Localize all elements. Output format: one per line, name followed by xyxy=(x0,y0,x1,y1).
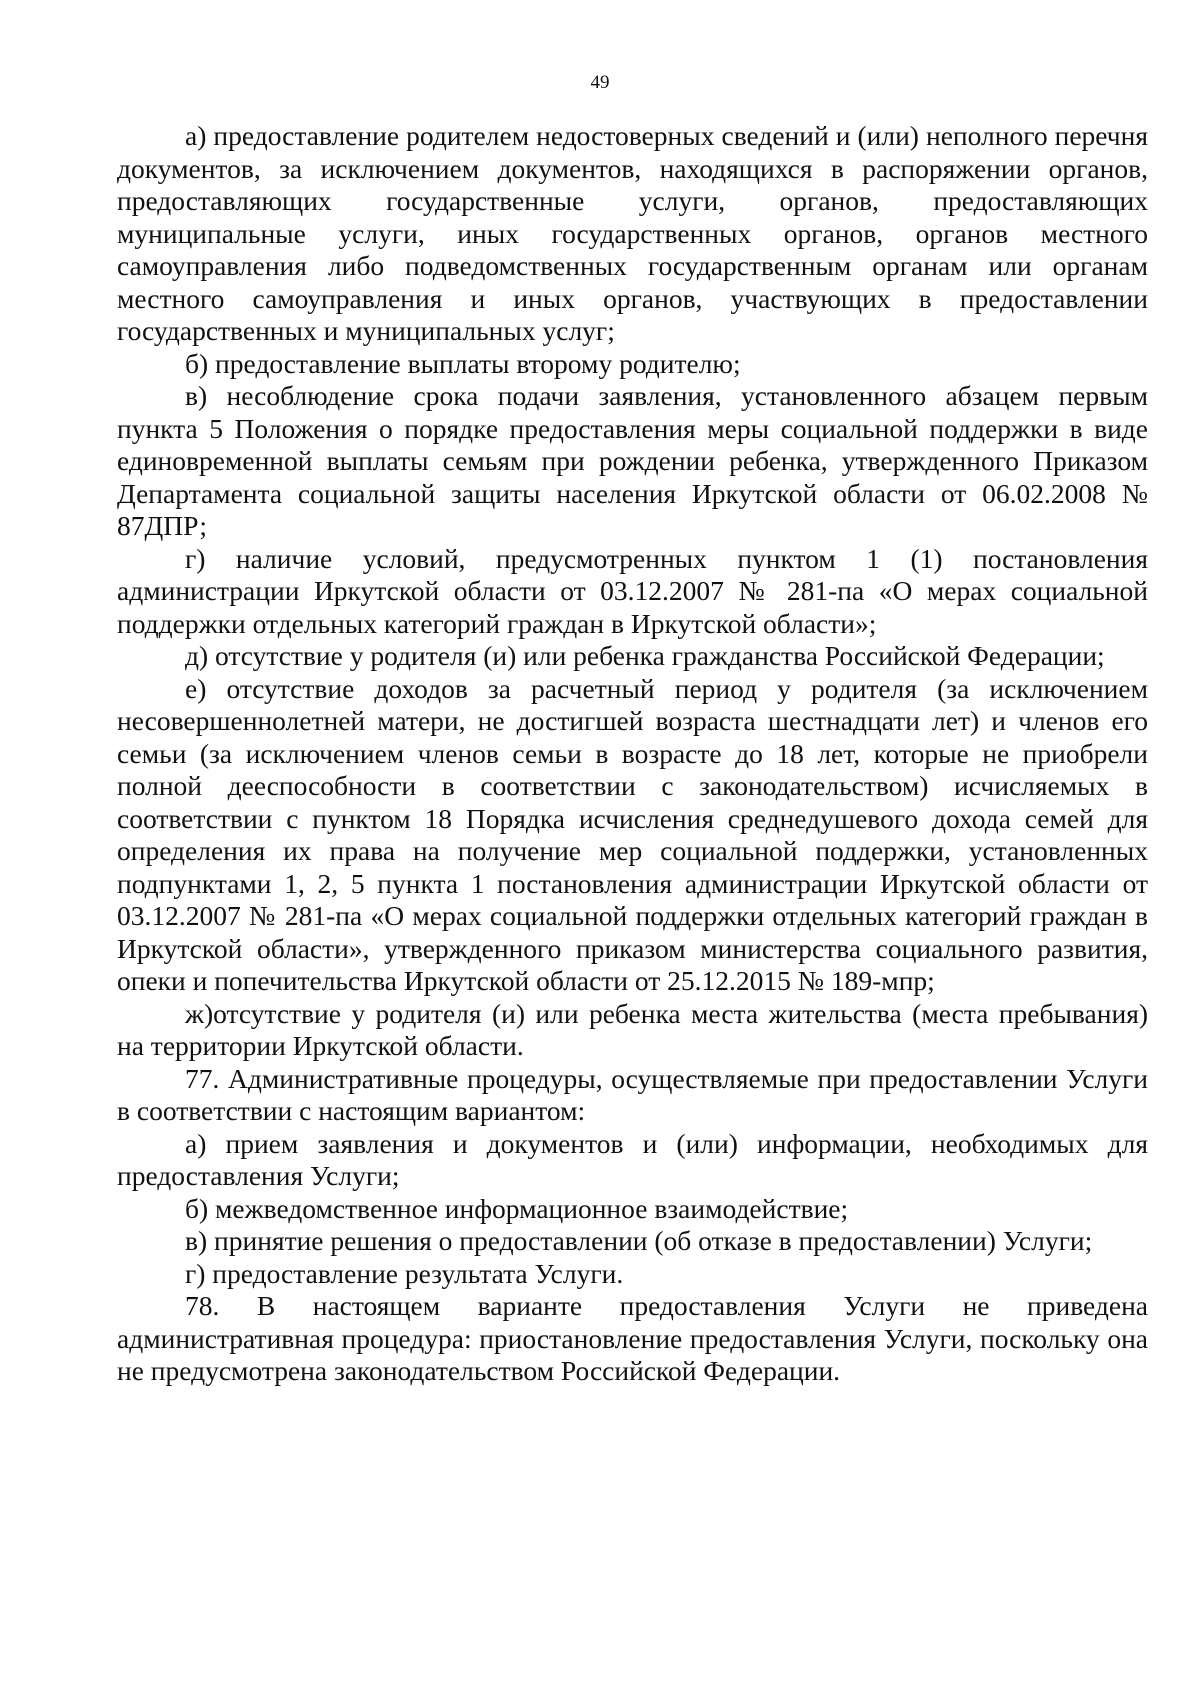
paragraph-77-item-g: г) предоставление результата Услуги. xyxy=(185,1257,624,1289)
paragraph-item-e: е) отсутствие доходов за расчетный период у родителя (за исключением несовершеннолетней матери, не достигшей возраста шестнадцати лет) и членов его семьи (за исключением членов семьи в возрасте до 18 лет, которые не приобрели полной дееспособности в соответствии с законодательством) исчисляемых в соответствии с пунктом 18 Порядка исчисления среднедушевого дохода семей для определения их права на получение мер социальной поддержки, установленных подпунктами 1, 2, 5 пункта 1 постановления администрации Иркутской области от 03.12.2007 № 281-па «О мерах социальной поддержки отдельных категорий граждан в Иркутской области», утвержденного приказом министерства социального развития, опеки и попечительства Иркутской области от 25.12.2015 № 189-мпр; xyxy=(117,672,1148,996)
paragraph-item-b: б) предоставление выплаты второму родителю; xyxy=(185,347,741,379)
paragraph-77-item-a: а) прием заявления и документов и (или) информации, необходимых для предоставления Услуги; xyxy=(117,1127,1148,1191)
paragraph-item-v: в) несоблюдение срока подачи заявления, установленного абзацем первым пункта 5 Положения о порядке предоставления меры социальной поддержки в виде единовременной выплаты семьям при рождении ребенка, утвержденного Приказом Департамента социальной защиты населения Иркутской области от 06.02.2008 № 87ДПР; xyxy=(117,380,1148,541)
paragraph-77-item-b: б) межведомственное информационное взаимодействие; xyxy=(185,1192,849,1224)
paragraph-item-d: д) отсутствие у родителя (и) или ребенка гражданства Российской Федерации; xyxy=(185,640,1105,671)
paragraph-item-zh: ж)отсутствие у родителя (и) или ребенка места жительства (места пребывания) на территории Иркутской области. xyxy=(117,997,1148,1061)
paragraph-77-item-v: в) принятие решения о предоставлении (об отказе в предоставлении) Услуги; xyxy=(185,1225,1093,1256)
document-body xyxy=(117,120,1148,1388)
page-number: 49 xyxy=(590,72,610,93)
paragraph-item-g: г) наличие условий, предусмотренных пунктом 1 (1) постановления администрации Иркутской области от 03.12.2007 № 281-па «О мерах социальной поддержки отдельных категорий граждан в Иркутской области»; xyxy=(117,542,1148,639)
paragraph-78: 78. В настоящем варианте предоставления Услуги не приведена административная процедура: приостановление предоставления Услуги, поскольку она не предусмотрена законодательством Российской Федерации. xyxy=(117,1290,1148,1386)
paragraph-77: 77. Административные процедуры, осуществляемые при предоставлении Услуги в соответствии с настоящим вариантом: xyxy=(117,1062,1148,1126)
paragraph-item-a: а) предоставление родителем недостоверных сведений и (или) неполного перечня документов, за исключением документов, находящихся в распоряжении органов, предоставляющих государственные услуги, органов, предоставляющих муниципальные услуги, иных государственных органов, органов местного самоуправления либо подведомственных государственным органам или органам местного самоуправления и иных органов, участвующих в предоставлении государственных и муниципальных услуг; xyxy=(117,120,1148,346)
